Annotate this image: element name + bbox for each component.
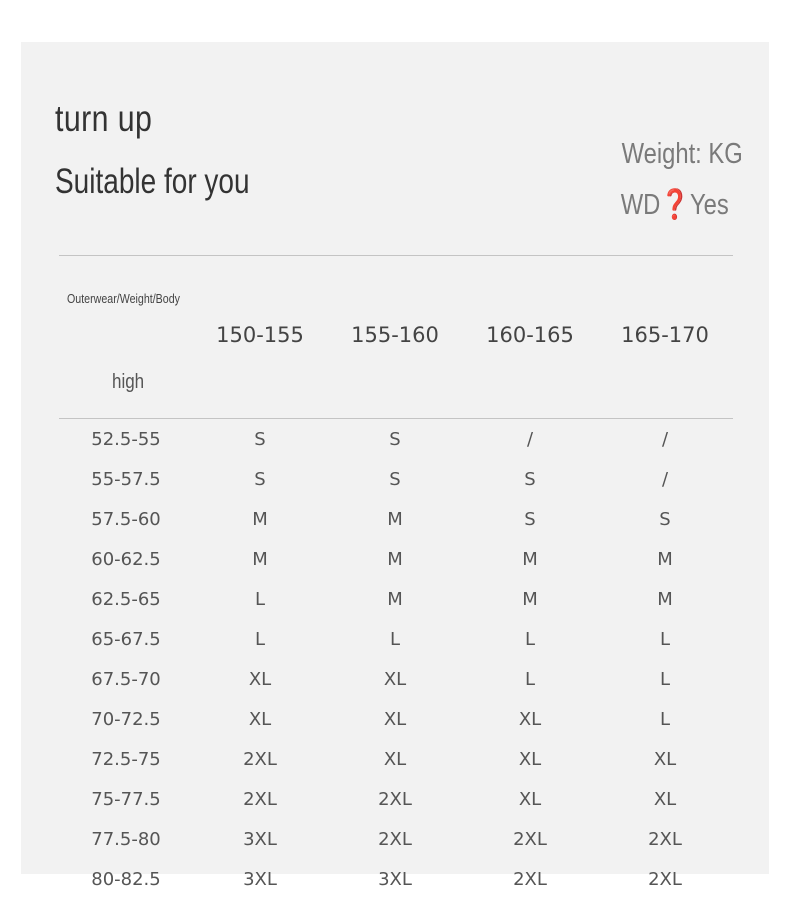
size-cell: M xyxy=(657,589,673,610)
size-cell: M xyxy=(387,589,403,610)
table-row xyxy=(21,500,769,540)
size-cell: 2XL xyxy=(378,789,412,810)
size-cell: M xyxy=(252,509,268,530)
size-cell: XL xyxy=(383,749,407,770)
header-divider xyxy=(59,255,733,256)
size-cell: M xyxy=(522,549,538,570)
size-cell: L xyxy=(254,589,266,610)
size-cell: M xyxy=(252,549,268,570)
size-cell: S xyxy=(254,469,266,490)
weight-range-cell: 70-72.5 xyxy=(91,709,161,730)
table-row xyxy=(21,620,769,660)
table-row xyxy=(21,540,769,580)
table-row xyxy=(21,660,769,700)
height-unit-label: WD❓Yes xyxy=(620,189,729,221)
size-cell: L xyxy=(254,629,266,650)
column-header: 155-160 xyxy=(351,323,439,347)
size-cell: S xyxy=(389,429,401,450)
size-cell: XL xyxy=(383,669,407,690)
size-cell: XL xyxy=(248,709,272,730)
size-cell: 2XL xyxy=(513,869,547,890)
weight-range-cell: 72.5-75 xyxy=(91,749,161,770)
size-cell: L xyxy=(524,669,536,690)
size-cell: XL xyxy=(653,749,677,770)
corner-header-high: high xyxy=(112,371,145,393)
weight-range-cell: 77.5-80 xyxy=(91,829,161,850)
table-row xyxy=(21,860,769,900)
size-cell: 2XL xyxy=(378,829,412,850)
size-cell: 3XL xyxy=(243,869,277,890)
size-cell: 2XL xyxy=(648,869,682,890)
size-cell: XL xyxy=(518,789,542,810)
size-cell: S xyxy=(659,509,671,530)
table-row xyxy=(21,780,769,820)
size-cell: XL xyxy=(518,709,542,730)
size-cell: XL xyxy=(518,749,542,770)
size-cell: / xyxy=(661,429,669,450)
weight-range-cell: 80-82.5 xyxy=(91,869,161,890)
table-row xyxy=(21,820,769,860)
size-cell: S xyxy=(524,509,536,530)
table-row xyxy=(21,580,769,620)
size-chart-card xyxy=(21,42,769,890)
size-cell: S xyxy=(254,429,266,450)
column-header: 160-165 xyxy=(486,323,574,347)
size-cell: XL xyxy=(383,709,407,730)
table-row xyxy=(21,700,769,740)
weight-unit-label: Weight: KG xyxy=(621,138,743,170)
size-cell: 2XL xyxy=(243,789,277,810)
size-cell: M xyxy=(387,509,403,530)
table-row xyxy=(21,420,769,460)
size-cell: 2XL xyxy=(513,829,547,850)
weight-range-cell: 62.5-65 xyxy=(91,589,161,610)
size-cell: 2XL xyxy=(648,829,682,850)
size-cell: 3XL xyxy=(243,829,277,850)
size-cell: M xyxy=(522,589,538,610)
size-cell: S xyxy=(524,469,536,490)
weight-range-cell: 67.5-70 xyxy=(91,669,161,690)
weight-range-cell: 65-67.5 xyxy=(91,629,161,650)
page-title: turn up xyxy=(55,98,153,139)
size-cell: L xyxy=(659,709,671,730)
weight-range-cell: 60-62.5 xyxy=(91,549,161,570)
page-subtitle: Suitable for you xyxy=(55,162,250,201)
weight-range-cell: 57.5-60 xyxy=(91,509,161,530)
weight-range-cell: 75-77.5 xyxy=(91,789,161,810)
size-cell: M xyxy=(657,549,673,570)
size-cell: XL xyxy=(248,669,272,690)
table-row xyxy=(21,460,769,500)
column-header: 150-155 xyxy=(216,323,304,347)
corner-header-label: Outerwear/Weight/Body xyxy=(67,291,180,306)
size-cell: L xyxy=(659,629,671,650)
weight-range-cell: 55-57.5 xyxy=(91,469,161,490)
size-cell: L xyxy=(659,669,671,690)
size-cell: L xyxy=(524,629,536,650)
size-cell: S xyxy=(389,469,401,490)
table-row xyxy=(21,740,769,780)
size-cell: / xyxy=(526,429,534,450)
size-cell: / xyxy=(661,469,669,490)
size-cell: L xyxy=(389,629,401,650)
size-cell: 3XL xyxy=(378,869,412,890)
column-header: 165-170 xyxy=(621,323,709,347)
size-cell: 2XL xyxy=(243,749,277,770)
size-cell: M xyxy=(387,549,403,570)
size-cell: XL xyxy=(653,789,677,810)
table-header-divider xyxy=(59,418,733,419)
weight-range-cell: 52.5-55 xyxy=(91,429,161,450)
